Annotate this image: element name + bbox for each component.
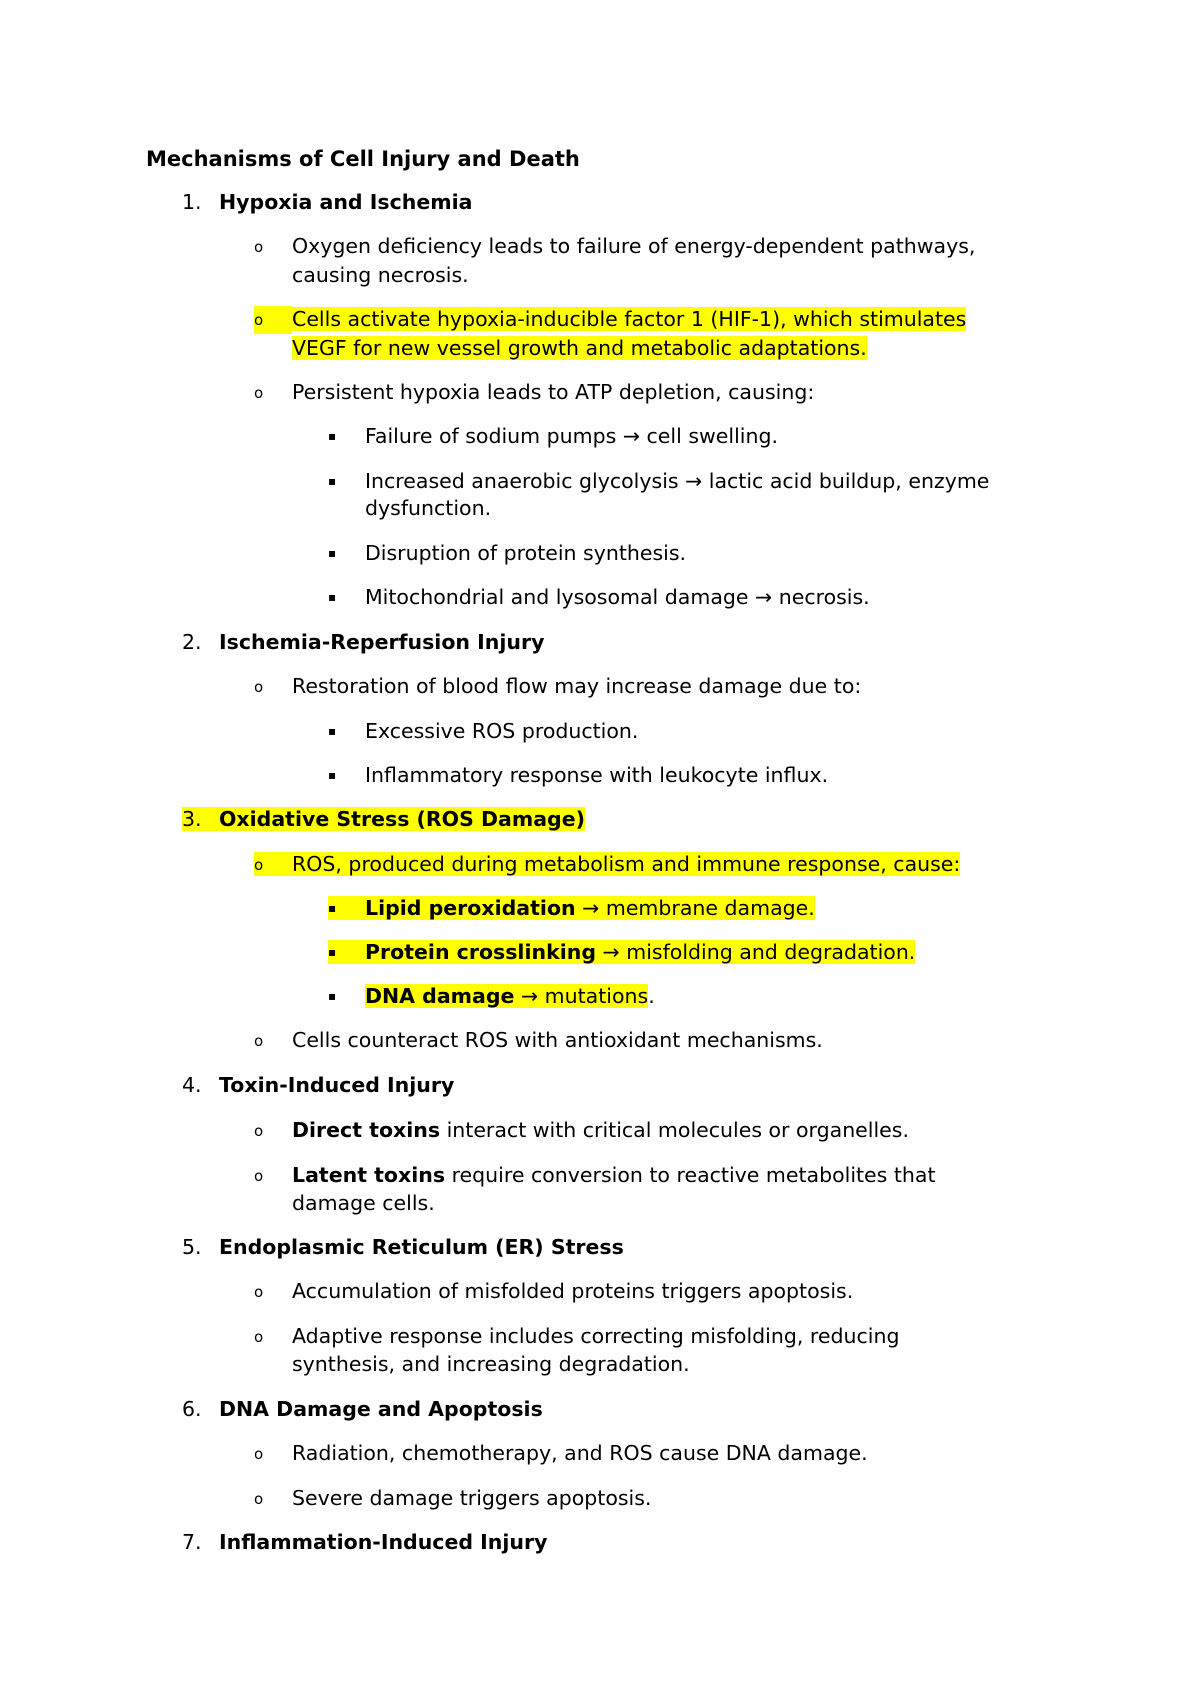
section-title: Ischemia-Reperfusion Injury	[219, 630, 545, 654]
highlight-span	[254, 852, 960, 876]
list-item	[254, 1026, 823, 1055]
section-number: 4.	[182, 1073, 202, 1097]
square-bullet-icon: ▪	[328, 901, 337, 915]
circle-bullet-icon: o	[254, 1490, 264, 1508]
list-item-highlighted	[254, 850, 960, 879]
list-item	[254, 378, 814, 407]
item-text: require conversion to reactive metabolites that	[445, 1163, 936, 1187]
sub-list-item-highlighted	[328, 982, 655, 1010]
list-item	[254, 1484, 651, 1513]
sub-list-item	[328, 583, 870, 611]
section-title: Toxin-Induced Injury	[219, 1073, 455, 1097]
item-text: Severe damage triggers apoptosis.	[292, 1486, 652, 1510]
item-text: Accumulation of misfolded proteins triggers apoptosis.	[292, 1279, 854, 1303]
section-heading	[182, 1233, 624, 1261]
sub-list-item	[328, 761, 828, 789]
list-item	[254, 232, 975, 261]
bold-term: Direct toxins	[292, 1118, 441, 1142]
section-number: 2.	[182, 630, 202, 654]
list-item	[254, 1322, 899, 1351]
circle-bullet-icon: o	[254, 1032, 264, 1050]
bold-term: Lipid peroxidation	[365, 896, 576, 920]
square-bullet-icon: ▪	[328, 768, 337, 782]
square-bullet-icon: ▪	[328, 474, 337, 488]
item-text: Excessive ROS production.	[365, 719, 639, 743]
highlight-span	[328, 940, 915, 964]
square-bullet-icon: ▪	[328, 429, 337, 443]
sub-list-item	[328, 717, 638, 745]
item-text: → misfolding and degradation.	[596, 940, 916, 964]
item-text: Persistent hypoxia leads to ATP depletion, causing:	[292, 380, 815, 404]
section-number: 1.	[182, 190, 202, 214]
section-heading	[182, 188, 472, 216]
section-heading	[182, 1395, 543, 1423]
section-title: Oxidative Stress (ROS Damage)	[219, 807, 586, 831]
sub-list-item-highlighted	[328, 938, 915, 966]
square-bullet-icon: ▪	[328, 989, 337, 1003]
highlighted-text: VEGF for new vessel growth and metabolic adaptations.	[292, 336, 867, 360]
section-heading	[182, 1071, 454, 1099]
section-number: 7.	[182, 1530, 202, 1554]
highlight-span	[365, 984, 648, 1008]
section-heading-highlighted	[182, 805, 585, 833]
section-heading	[182, 1528, 548, 1556]
item-text: Mitochondrial and lysosomal damage → necrosis.	[365, 585, 870, 609]
square-bullet-icon: ▪	[328, 546, 337, 560]
circle-bullet-icon: o	[254, 1122, 264, 1140]
bold-term: Protein crosslinking	[365, 940, 597, 964]
highlight-span	[182, 807, 585, 831]
circle-bullet-icon: o	[254, 306, 292, 334]
list-item	[254, 1439, 868, 1468]
circle-bullet-icon: o	[254, 678, 264, 696]
list-item	[254, 1277, 853, 1306]
item-text-continuation: dysfunction.	[365, 496, 492, 520]
item-text: Failure of sodium pumps → cell swelling.	[365, 424, 778, 448]
square-bullet-icon: ▪	[328, 590, 337, 604]
circle-bullet-icon: o	[254, 856, 264, 874]
circle-bullet-icon: o	[254, 1167, 264, 1185]
circle-bullet-icon: o	[254, 384, 264, 402]
item-text: → membrane damage.	[575, 896, 815, 920]
item-text: ROS, produced during metabolism and immune response, cause:	[292, 852, 961, 876]
bold-term: DNA damage	[365, 984, 515, 1008]
list-item-highlighted	[254, 305, 966, 334]
sub-list-item	[328, 467, 989, 495]
item-text-continuation: damage cells.	[292, 1191, 435, 1215]
section-heading	[182, 628, 544, 656]
section-title: Endoplasmic Reticulum (ER) Stress	[219, 1235, 624, 1259]
highlight-span	[328, 896, 815, 920]
section-title: DNA Damage and Apoptosis	[219, 1397, 543, 1421]
square-bullet-icon: ▪	[328, 945, 337, 959]
item-text: Disruption of protein synthesis.	[365, 541, 687, 565]
square-bullet-icon: ▪	[328, 724, 337, 738]
circle-bullet-icon: o	[254, 1283, 264, 1301]
section-title: Hypoxia and Ischemia	[219, 190, 473, 214]
item-text: Adaptive response includes correcting misfolding, reducing	[292, 1324, 900, 1348]
item-text-tail: .	[648, 984, 655, 1008]
item-text: Cells counteract ROS with antioxidant mechanisms.	[292, 1028, 823, 1052]
section-title: Inflammation-Induced Injury	[219, 1530, 548, 1554]
item-text: interact with critical molecules or organelles.	[440, 1118, 909, 1142]
item-text-continuation	[292, 334, 867, 362]
item-text: Inflammatory response with leukocyte influx.	[365, 763, 829, 787]
bold-term: Latent toxins	[292, 1163, 446, 1187]
section-number: 5.	[182, 1235, 202, 1259]
section-number: 3.	[182, 807, 202, 831]
sub-list-item	[328, 539, 686, 567]
item-text: → mutations	[514, 984, 649, 1008]
page-title: Mechanisms of Cell Injury and Death	[146, 147, 580, 171]
circle-bullet-icon: o	[254, 1328, 264, 1346]
item-text-continuation: causing necrosis.	[292, 263, 469, 287]
item-text: Cells activate hypoxia-inducible factor 1 (HIF-1), which stimulates	[292, 307, 967, 331]
sub-list-item	[328, 422, 778, 450]
list-item	[254, 672, 861, 701]
item-text: Oxygen deficiency leads to failure of energy-dependent pathways,	[292, 234, 976, 258]
list-item	[254, 1161, 936, 1190]
item-text: Increased anaerobic glycolysis → lactic acid buildup, enzyme	[365, 469, 990, 493]
circle-bullet-icon: o	[254, 238, 264, 256]
section-number: 6.	[182, 1397, 202, 1421]
item-text-continuation: synthesis, and increasing degradation.	[292, 1352, 690, 1376]
item-text: Restoration of blood flow may increase damage due to:	[292, 674, 862, 698]
circle-bullet-icon: o	[254, 1445, 264, 1463]
item-text: Radiation, chemotherapy, and ROS cause DNA damage.	[292, 1441, 868, 1465]
sub-list-item-highlighted	[328, 894, 815, 922]
list-item	[254, 1116, 909, 1145]
